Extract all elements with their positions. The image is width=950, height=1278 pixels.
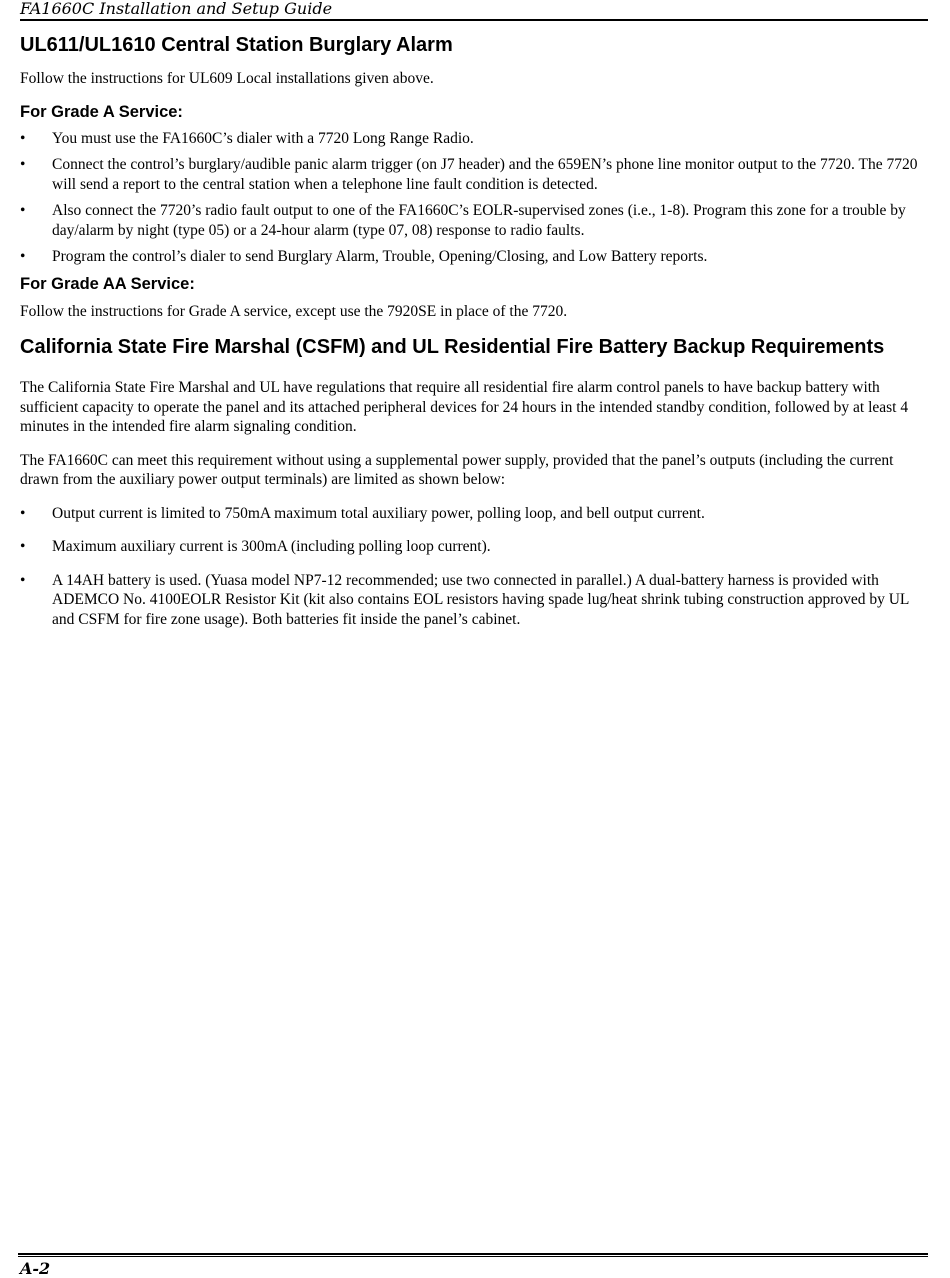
csfm-section-title: California State Fire Marshal (CSFM) and UL Residential Fire Battery Backup Requirements — [20, 336, 885, 358]
list-item-text: Also connect the 7720’s radio fault output to one of the FA1660C’s EOLR-supervised zones (i.e., 1-8). Program this zone for a trouble by day/alarm by night (type 05) or a 24-hour alarm (type 07, 08) response to radio faults. — [52, 202, 906, 239]
list-item-text: Program the control’s dialer to send Burglary Alarm, Trouble, Opening/Closing, and Low Battery reports. — [52, 248, 708, 265]
grade-a-heading: For Grade A Service: — [20, 102, 183, 121]
grade-a-bullet-list — [20, 129, 925, 267]
footer-rule — [18, 1253, 928, 1257]
csfm-paragraph-2: The FA1660C can meet this requirement without using a supplemental power supply, provided that the panel’s outputs (including the current drawn from the auxiliary power output terminals) are limited as shown below: — [20, 451, 894, 488]
list-item — [20, 155, 925, 194]
list-item-text: A 14AH battery is used. (Yuasa model NP7-12 recommended; use two connected in parallel.) A dual-battery harness is provided with ADEMCO No. 4100EOLR Resistor Kit (kit also contains EOL resistors having spade lug/heat shrink tubing construction approved by UL and CSFM for fire zone usage). Both batteries fit inside the panel’s cabinet. — [52, 571, 909, 628]
grade-aa-heading: For Grade AA Service: — [20, 274, 195, 293]
list-item-text: Output current is limited to 750mA maximum total auxiliary power, polling loop, and bell output current. — [52, 504, 705, 522]
list-item — [20, 247, 925, 267]
csfm-bullet-list — [20, 504, 925, 630]
page-number: A-2 — [20, 1259, 51, 1278]
bullet-icon: • — [20, 538, 26, 555]
bullet-icon: • — [20, 504, 26, 522]
list-item — [20, 201, 925, 240]
grade-aa-paragraph: Follow the instructions for Grade A service, except use the 7920SE in place of the 7720. — [20, 302, 568, 320]
bullet-icon: • — [20, 129, 26, 147]
list-item-text: Maximum auxiliary current is 300mA (including polling loop current). — [52, 538, 491, 555]
list-item-text: You must use the FA1660C’s dialer with a 7720 Long Range Radio. — [52, 129, 474, 147]
list-item-text: Connect the control’s burglary/audible panic alarm trigger (on J7 header) and the 659EN’s phone line monitor output to the 7720. The 7720 will send a report to the central station when a telephone line fault condition is detected. — [52, 156, 918, 193]
csfm-paragraph-1: The California State Fire Marshal and UL have regulations that require all residential fire alarm control panels to have backup battery with sufficient capacity to operate the panel and its attached peripheral devices for 24 hours in the intended standby condition, followed by at least 4 minutes in the intended fire alarm signaling condition. — [20, 379, 909, 435]
list-item — [20, 504, 925, 524]
ul611-intro-paragraph: Follow the instructions for UL609 Local installations given above. — [20, 70, 434, 87]
list-item — [20, 537, 925, 557]
bullet-icon: • — [20, 248, 26, 265]
bullet-icon: • — [20, 571, 26, 589]
list-item — [20, 129, 925, 149]
page-content — [20, 30, 925, 643]
running-header: FA1660C Installation and Setup Guide — [20, 0, 928, 21]
bullet-icon: • — [20, 202, 26, 219]
bullet-icon: • — [20, 156, 26, 173]
ul611-section-title: UL611/UL1610 Central Station Burglary Alarm — [20, 34, 453, 56]
list-item — [20, 571, 925, 630]
